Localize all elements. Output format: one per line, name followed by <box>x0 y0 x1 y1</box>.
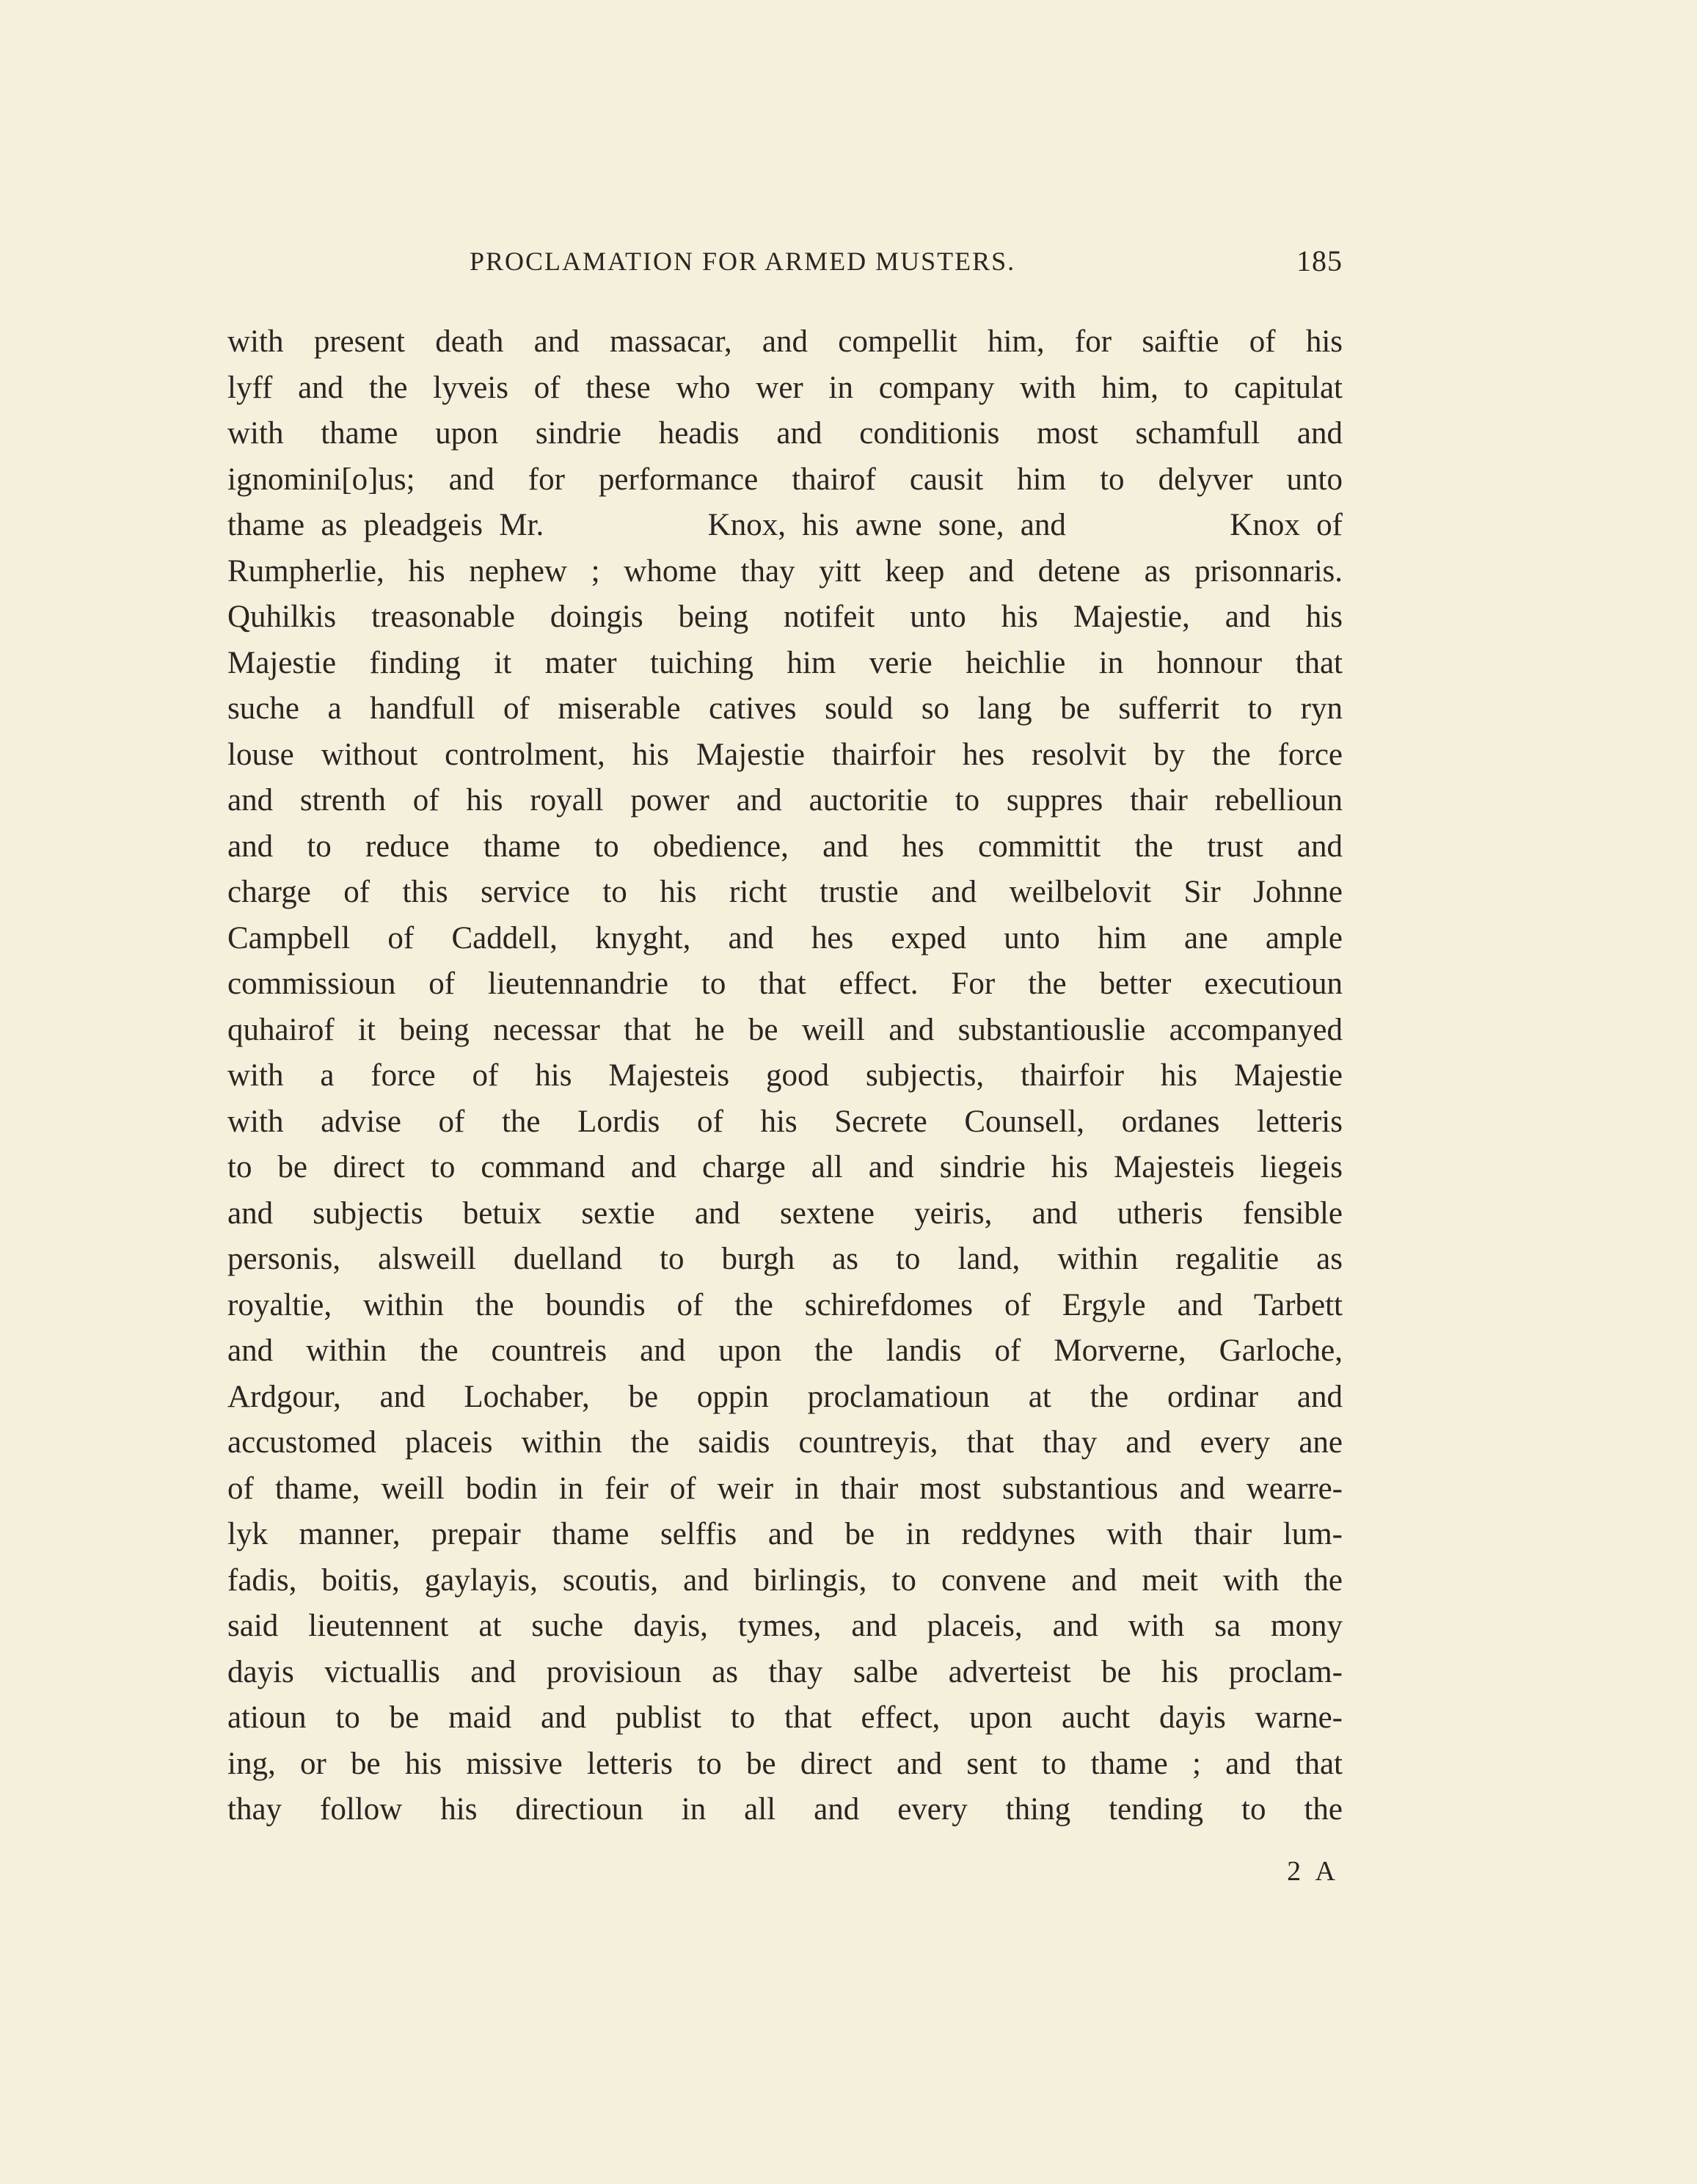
signature-mark: 2 A <box>1287 1856 1340 1887</box>
text-line: and to reduce thame to obedience, and hes committit the trust and <box>227 829 1343 864</box>
text-line: atioun to be maid and publist to that effect, upon aucht dayis warne- <box>227 1700 1343 1735</box>
text-line: and subjectis betuix sextie and sextene yeiris, and utheris fensible <box>227 1195 1343 1231</box>
text-line: lyk manner, prepair thame selffis and be in reddynes with thair lum- <box>227 1517 1343 1551</box>
text-line: fadis, boitis, gaylayis, scoutis, and birlingis, to convene and meit with the <box>227 1562 1343 1598</box>
text-line: dayis victuallis and provisioun as thay salbe adverteist be his proclam- <box>227 1654 1343 1689</box>
text-line: accustomed placeis within the saidis countreyis, that thay and every ane <box>227 1425 1343 1460</box>
text-line: Campbell of Caddell, knyght, and hes exped unto him ane ample <box>227 920 1343 956</box>
text-line: personis, alsweill duelland to burgh as to land, within regalitie as <box>227 1242 1343 1276</box>
body-text <box>227 319 1343 1833</box>
text-line: Majestie finding it mater tuiching him verie heichlie in honnour that <box>227 645 1343 680</box>
text-line: with thame upon sindrie headis and conditionis most schamfull and <box>227 416 1343 451</box>
running-head <box>227 239 1343 283</box>
text-line: quhairof it being necessar that he be weill and substantiouslie accompanyed <box>227 1012 1343 1047</box>
text-line: louse without controlment, his Majestie thairfoir hes resolvit by the force <box>227 737 1343 772</box>
running-title: PROCLAMATION FOR ARMED MUSTERS. <box>470 247 1016 276</box>
text-line: charge of this service to his richt trustie and weilbelovit Sir Johnne <box>227 875 1343 909</box>
text-line: thay follow his directioun in all and every thing tending to the <box>227 1792 1343 1827</box>
text-line: royaltie, within the boundis of the schirefdomes of Ergyle and Tarbett <box>227 1287 1343 1322</box>
text-line: with present death and massacar, and compellit him, for saiftie of his <box>227 324 1343 359</box>
text-line: ignomini[o]us; and for performance thairof causit him to delyver unto <box>227 462 1343 497</box>
text-line: and strenth of his royall power and auctoritie to suppres thair rebellioun <box>227 783 1343 818</box>
text-line: Quhilkis treasonable doingis being notifeit unto his Majestie, and his <box>227 600 1343 634</box>
text-line: said lieutennent at suche dayis, tymes, and placeis, and with sa mony <box>227 1609 1343 1643</box>
text-line: with a force of his Majesteis good subjectis, thairfoir his Majestie <box>227 1058 1343 1093</box>
text-line: Rumpherlie, his nephew ; whome thay yitt keep and detene as prisonnaris. <box>227 553 1343 589</box>
text-line: commissioun of lieutennandrie to that effect. For the better executioun <box>227 967 1343 1001</box>
text-line: ing, or be his missive letteris to be direct and sent to thame ; and that <box>227 1746 1343 1781</box>
text-line: to be direct to command and charge all and sindrie his Majesteis liegeis <box>227 1150 1343 1184</box>
text-line: Ardgour, and Lochaber, be oppin proclamatioun at the ordinar and <box>227 1379 1343 1414</box>
text-line: thame as pleadgeis Mr. Knox, his awne sone, and Knox of <box>227 508 1343 542</box>
text-line: of thame, weill bodin in feir of weir in thair most substantious and wearre- <box>227 1471 1343 1506</box>
text-line: with advise of the Lordis of his Secrete Counsell, ordanes letteris <box>227 1104 1343 1139</box>
text-line: and within the countreis and upon the landis of Morverne, Garloche, <box>227 1333 1343 1368</box>
page-number: 185 <box>1296 244 1343 277</box>
text-line: suche a handfull of miserable catives sould so lang be sufferrit to ryn <box>227 691 1343 726</box>
text-line: lyff and the lyveis of these who wer in company with him, to capitulat <box>227 370 1343 405</box>
